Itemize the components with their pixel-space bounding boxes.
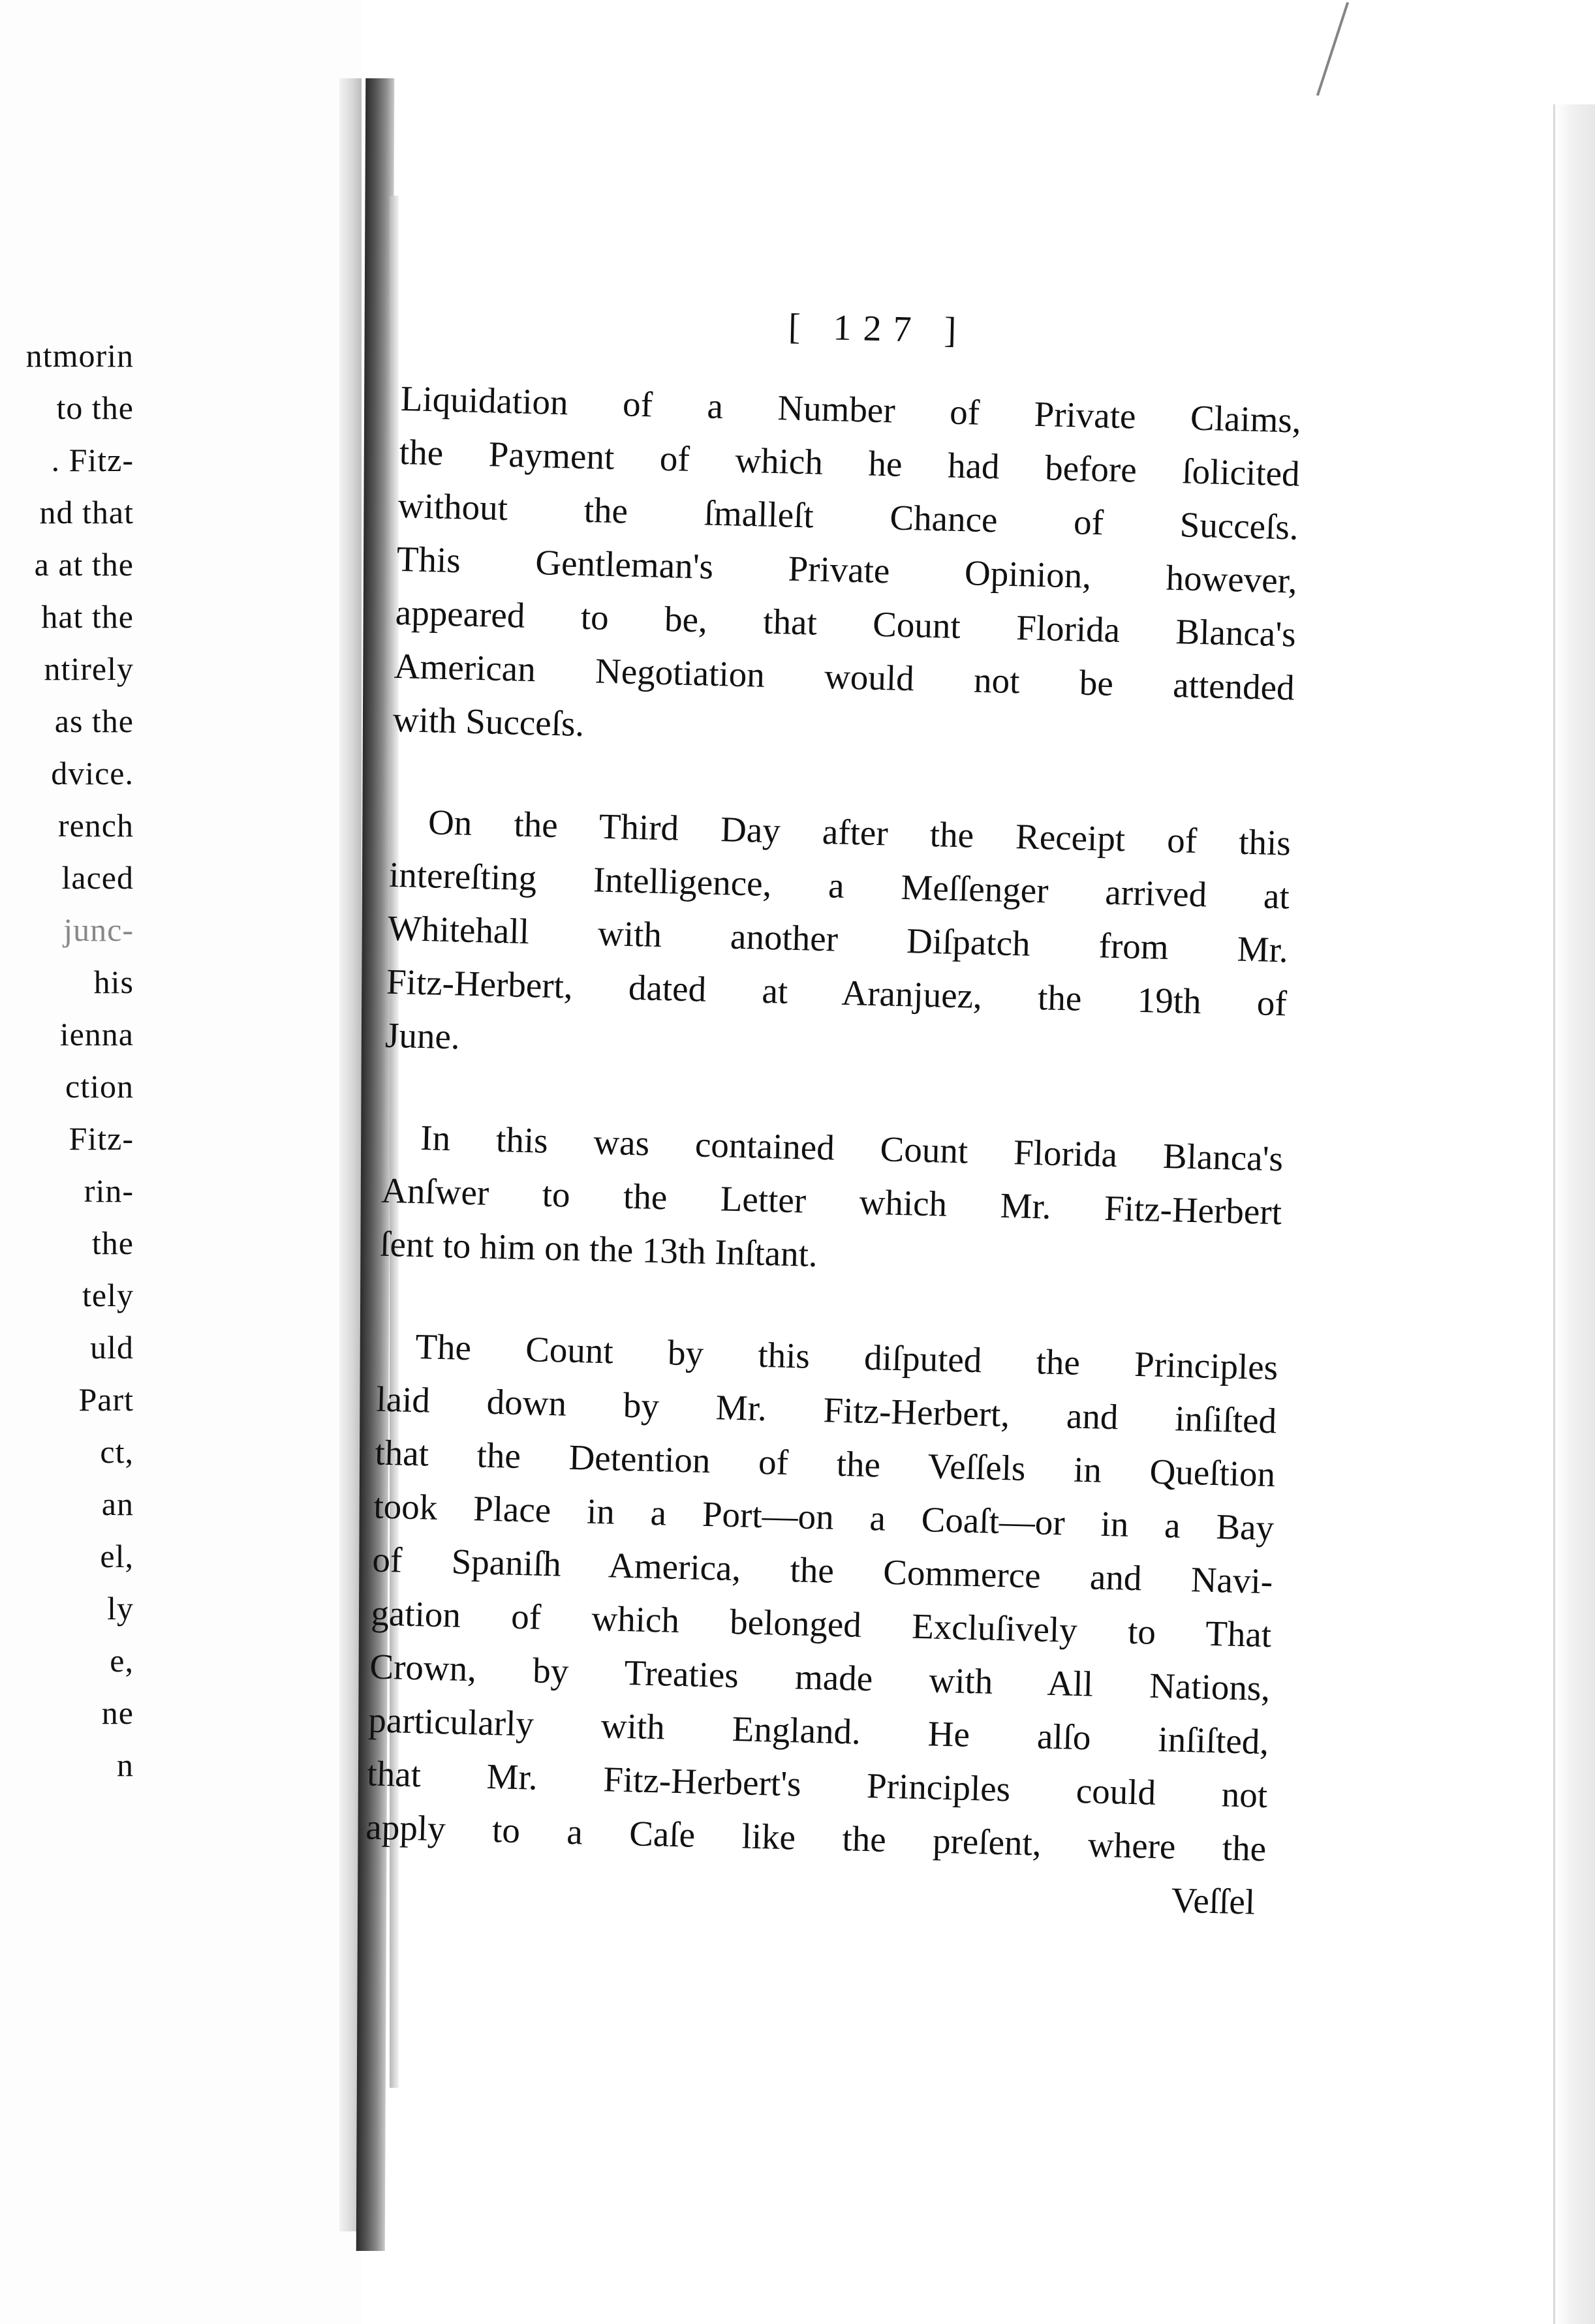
text-line: particularly with England. He alſo inſiſted, [367, 1700, 1269, 1762]
left-fragment: rin- [84, 1172, 134, 1209]
left-fragment: laced [61, 859, 134, 896]
left-fragment: Fitz- [69, 1120, 134, 1157]
text-line: of Spaniſh America, the Commerce and Navi- [371, 1539, 1273, 1602]
paragraph [392, 372, 1302, 769]
text-line: On the Third Day after the Receipt of this [427, 802, 1292, 863]
text-line: gation of which belonged Excluſively to That [370, 1593, 1272, 1655]
text-line: Whitehall with another Diſpatch from Mr. [387, 908, 1289, 970]
left-fragment: . Fitz- [51, 442, 134, 478]
scan-mark [1316, 2, 1349, 96]
right-page-edge [1553, 104, 1595, 2324]
left-fragment: junc- [63, 911, 134, 948]
left-fragment: rench [57, 807, 134, 844]
left-fragment: e, [110, 1642, 134, 1679]
left-fragment: ct, [100, 1433, 134, 1470]
text-line: laid down by Mr. Fitz-Herbert, and inſiſted [375, 1379, 1277, 1441]
text-line: Crown, by Treaties made with All Nations, [369, 1646, 1271, 1709]
left-fragment: ntirely [44, 650, 134, 687]
text-line: that Mr. Fitz-Herbert's Principles could not [366, 1753, 1268, 1816]
left-fragment: el, [100, 1538, 134, 1574]
left-fragment: hat the [41, 598, 134, 635]
left-fragment: to the [56, 390, 134, 426]
left-fragment: the [91, 1225, 134, 1261]
left-fragment: ntmorin [25, 337, 134, 374]
text-line: Liquidation of a Number of Private Claims, [400, 378, 1302, 440]
left-fragment: ne [101, 1694, 134, 1731]
text-line: ſent to him on the 13th Inſtant. [379, 1223, 818, 1274]
text-line: apply to a Caſe like the preſent, where the [365, 1807, 1267, 1869]
left-fragment: tely [82, 1277, 134, 1313]
text-line: This Gentleman's Private Opinion, however, [396, 538, 1298, 601]
left-fragment: as the [54, 703, 134, 739]
left-fragment: ienna [59, 1016, 134, 1052]
left-fragment: a at the [34, 546, 134, 583]
left-fragment: his [93, 964, 134, 1000]
text-line: In this was contained Count Florida Blanca's [420, 1118, 1284, 1179]
paragraph [379, 1110, 1284, 1293]
text-line: June. [384, 1015, 461, 1057]
text-line: the Payment of which he had before ſolicited [399, 431, 1301, 494]
paragraph [384, 795, 1292, 1084]
left-fragment: an [101, 1486, 134, 1522]
left-fragment: Part [78, 1381, 134, 1418]
paragraph [364, 1319, 1278, 1929]
text-line: appeared to be, that Count Florida Blanca's [395, 592, 1297, 654]
text-line: Anſwer to the Letter which Mr. Fitz-Herbert [380, 1170, 1282, 1232]
left-fragment: n [117, 1747, 134, 1783]
text-line: American Negotiation would not be attended [394, 645, 1295, 708]
text-line: took Place in a Port—on a Coaſt—or in a Bay [373, 1486, 1275, 1548]
text-line: The Count by this diſputed the Principles [414, 1326, 1278, 1388]
left-fragment: dvice. [51, 755, 134, 791]
text-line: Fitz-Herbert, dated at Aranjuez, the 19th of [386, 961, 1288, 1024]
text-line: that the Detention of the Veſſels in Queſtion [374, 1432, 1276, 1495]
left-fragment: uld [90, 1329, 134, 1366]
catchword: Veſſel [1171, 1880, 1256, 1922]
text-line: with Succeſs. [392, 699, 585, 744]
page-number-header: [ 127 ] [788, 306, 968, 352]
text-line: without the ſmalleſt Chance of Succeſs. [397, 485, 1299, 547]
left-fragment: nd that [39, 494, 134, 530]
text-line: intereſting Intelligence, a Meſſenger arrived at [388, 854, 1290, 917]
left-fragment: ction [65, 1068, 134, 1105]
page-body [364, 372, 1301, 1929]
left-fragment: ly [107, 1590, 134, 1627]
